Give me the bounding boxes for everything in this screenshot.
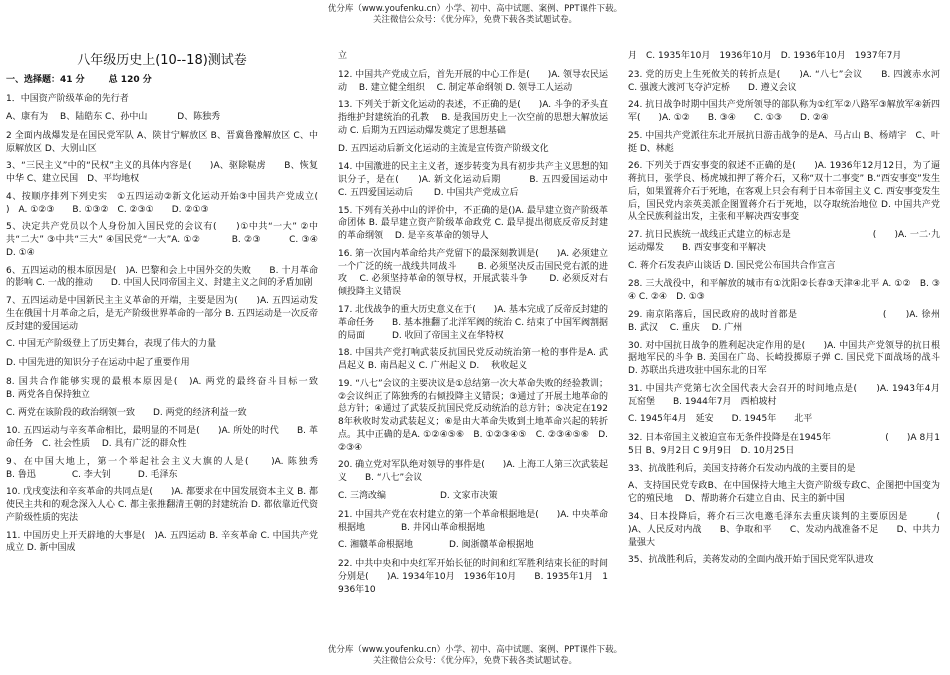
question-text: 8. 国共合作能够实现的最根本原因是( )A. 两党的最终奋斗目标一致 B. 两党各自保持独立	[6, 377, 318, 400]
question-text: 21. 中国共产党在农村建立的第一个革命根据地是( )A. 中央革命根据地 B. 井冈山革命根据地	[338, 509, 608, 533]
question-text: 1．中国资产阶级革命的先行者	[6, 94, 129, 105]
question-text: 32. 日本帝国主义被迫宣布无条件投降是在1945年 ( )A 8月15日 B、9月2日 C 9月9日 D. 10月25日	[628, 433, 940, 456]
question-text: 30. 对中国抗日战争的胜利起决定作用的是( )A. 中国共产党领导的抗日根据地军民的斗争 B. 美国在广岛、长崎投掷原子弹 C. 国民党下面战场的战斗 D. 苏联出兵进攻驻中国东北的日军	[628, 340, 940, 377]
question-list	[6, 93, 318, 555]
question-options: C. 湘赣革命根据地 D. 闽浙赣革命根据地	[338, 540, 534, 551]
question-text: 2 全面内战爆发是在国民党军队 A、陕甘宁解放区 B、晋冀鲁豫解放区 C、中原解放区 D、大别山区	[6, 130, 318, 154]
question-text: 4、按顺序排列下列史实 ①五四运动②新文化运动开始③中国共产党成立( ) A. ①②③ B. ①③② C. ②③① D. ②①③	[6, 191, 318, 215]
question-options: C. 蒋介石发表庐山谈话 D. 国民党公布国共合作宣言	[628, 260, 836, 271]
question-text: 11. 中国历史上开天辟地的大事是( )A. 五四运动 B. 辛亥革命 C. 中国共产党成立 D. 新中国成	[6, 530, 318, 554]
section-label: 一、选择题：41 分	[6, 75, 85, 86]
question-text: 35、抗战胜利后，美蒋发动的全面内战开始于国民党军队进攻	[628, 555, 874, 566]
header-line-2: 关注微信公众号：《优分库》，免费下载各类试题试卷。	[372, 15, 577, 26]
question-options: D. 中国先进的知识分子在运动中起了重要作用	[6, 358, 190, 369]
question-text: 26. 下列关于西安事变的叙述不正确的是( )A. 1936年12月12日，为了逼蒋抗日，张学良、杨虎城扣押了蒋介石，又称“双十二事变” B.“西安事变”发生后，如果置蒋介石于死地，在客观上只会有利于日本帝国主义 C. 西安事变发生后，国民党内亲英美派企图置蒋介石于死地，以夺取统治地位 D. 中国共产党从全民族利益出发，主张和平解决西安事变	[628, 161, 940, 223]
question-text: 9、在中国大地上，第一个举起社会主义大旗的人是( )A. 陈独秀 B. 鲁迅 C. 李大钊 D. 毛泽东	[6, 456, 318, 480]
question-text: 6、五四运动的根本原因是( )A. 巴黎和会上中国外交的失败 B. 十月革命的影响 C. 一战的推动 D. 中国人民同帝国主义、封建主义之间的矛盾加剧	[6, 265, 318, 289]
column-right	[628, 50, 940, 640]
question-text: 15. 下列有关孙中山的评价中，不正确的是()A. 最早建立资产阶级革命团体 B. 最早建立资产阶级革命政党 C. 最早提出彻底反帝反封建的革命纲领 D. 是辛亥革命的领导人	[338, 205, 608, 242]
question-options: C. 三湾改编 D. 文家市决策	[338, 490, 498, 501]
question-text: 7、五四运动是中国新民主主义革命的开端，主要是因为( )A. 五四运动发生在俄国十月革命之后，是无产阶级世界革命的一部分 B. 五四运动是一次反帝反封建的爱国运动	[6, 296, 318, 332]
question-text: 24. 抗日战争时期中国共产党所领导的部队称为①红军②八路军③解放军④新四军( )A. ①② B. ③④ C. ①③ D. ②④	[628, 100, 940, 124]
page-header	[0, 4, 950, 27]
question-options: C. 1945年4月 延安 D. 1945年 北平	[628, 414, 813, 425]
question-text: 14. 中国激进的民主主义者，逐步转变为具有初步共产主义思想的知识分子，是在( )A. 新文化运动后期 B. 五四爱国运动中 C. 五四爱国运动后 D. 中国共产党成立后	[338, 162, 608, 198]
question-text: 20. 确立党对军队绝对领导的事件是( )A. 上海工人第三次武装起义 B. “八七”会议	[338, 460, 608, 484]
column-left	[6, 50, 318, 640]
question-text: 10. 戊戌变法和辛亥革命的共同点是( )A. 都要求在中国发展资本主义 B. 都使民主共和的观念深入人心 C. 都主张推翻清王朝的封建统治 D. 都依靠近代资产阶级性质的宪法	[6, 487, 318, 523]
column-middle	[338, 50, 608, 640]
question-text: 22. 中共中央和中央红军开始长征的时间和红军胜利结束长征的时间分别是( )A. 1934年10月 1936年10月 B. 1935年1月 1936年10	[338, 559, 608, 595]
question-text: 33、抗战胜利后，美国支持蒋介石发动内战的主要目的是	[628, 463, 856, 474]
question-text: 34、日本投降后，蒋介石三次电邀毛泽东去重庆谈判的主要原因是 ( )A、人民反对内战 B、争取和平 C、发动内战准备不足 D、中共力量强大	[628, 511, 940, 548]
question-options: 月 C. 1935年10月 1936年10月 D. 1936年10月 1937年7月	[628, 51, 902, 61]
question-text: 25. 中国共产党派往东北开展抗日游击战争的是A、马占山 B、杨靖宇 C、叶挺 D、林彪	[628, 130, 940, 154]
page-footer	[0, 645, 950, 668]
question-text: 3、“三民主义”中的“民权”主义的具体内容是( )A、驱除鞑虏 B、恢复中华 C、建立民国 D、平均地权	[6, 161, 318, 185]
question-text: 10. 五四运动与辛亥革命相比，最明显的不同是( )A. 所处的时代 B. 革命任务 C. 社会性质 D. 具有广泛的群众性	[6, 426, 318, 450]
question-text: 5、决定共产党员以个人身份加入国民党的会议有( )①中共“一大” ②中共“二大” ③中共“三大” ④国民党“一大”A. ①② B. ②③ C. ③④ D. ①④	[6, 222, 318, 258]
header-line-1: 优分库（www.youfenku.cn）小学、初中、高中试题、案例、PPT课件下载。	[327, 4, 623, 14]
question-text: 17. 北伐战争的重大历史意义在于( )A. 基本完成了反帝反封建的革命任务 B. 基本推翻了北洋军阀的统治 C. 结束了中国军阀割据的局面 D. 收回了帝国主义在华特权	[338, 305, 608, 341]
question-text: A、支持国民党专政B、在中国保持大地主大资产阶级专政C、企图把中国变为它的殖民地 D、帮助蒋介石建立自由、民主的新中国	[628, 481, 940, 505]
footer-line-2: 关注微信公众号：《优分库》，免费下载各类试题试卷。	[372, 656, 577, 667]
question-text: 13. 下列关于新文化运动的表述，不正确的是( )A. 斗争的矛头直指维护封建统治的孔教 B. 是我国历史上一次空前的思想大解放运动 C. 后期为五四运动爆发奠定了思想基础	[338, 100, 608, 136]
question-list	[628, 50, 940, 567]
question-text: 18. 中国共产党打响武装反抗国民党反动统治第一枪的事件是A. 武昌起义 B. 南昌起义 C. 广州起义 D. 秋收起义	[338, 348, 608, 372]
question-text: 16. 第一次国内革命给共产党留下的最深刻教训是( )A. 必须建立一个广泛的统一战线共同战斗 B. 必须坚决反击国民党右派的进攻 C. 必须坚持革命的领导权，开展武装斗争 D. 必须反对右倾投降主义错误	[338, 248, 608, 298]
question-text: 31. 中国共产党第七次全国代表大会召开的时间地点是( )A. 1943年4月 瓦窑堡 B. 1944年7月 西柏坡村	[628, 383, 940, 407]
question-options: A、康有为 B、陆皓东 C、孙中山 D、陈独秀	[6, 111, 221, 122]
question-text: 27. 抗日民族统一战线正式建立的标志是 ( )A. 一二·九运动爆发 B. 西安事变和平解决	[628, 230, 940, 253]
question-options: D. 五四运动后新文化运动的主流是宣传资产阶级文化	[338, 143, 549, 154]
question-text: 19. “八七”会议的主要决议是①总结第一次大革命失败的经验教训；②会议纠正了陈独秀的右倾投降主义错误；③通过了开展土地革命的总方针；④通过了武装反抗国民党反动统治的总方针；⑤决定在1928年秋收时发动武装起义；⑥是由大革命失败到土地革命兴起的转折点。其中正确的是A. ①②④⑤⑥ B. ①②③④⑤ C. ②③④⑤⑥ D. ②③④	[338, 378, 608, 453]
exam-title: 八年级历史上(10--18)测试卷	[77, 53, 247, 68]
question-options: C. 两党在该阶段的政治纲领一致 D. 两党的经济利益一致	[6, 407, 247, 418]
question-list	[338, 50, 608, 596]
question-options: C. 中国无产阶级登上了历史舞台，表现了伟大的力量	[6, 339, 217, 350]
question-text: 28. 三大战役中，和平解放的城市有①沈阳②长春③天津④北平 A. ①② B. ③④ C. ②④ D. ①③	[628, 279, 940, 303]
section-total: 总 120 分	[108, 75, 152, 86]
question-options: 立	[338, 51, 348, 61]
footer-line-1: 优分库（www.youfenku.cn）小学、初中、高中试题、案例、PPT课件下载。	[327, 645, 623, 655]
section-heading	[6, 74, 318, 87]
question-text: 12. 中国共产党成立后，首先开展的中心工作是( )A. 领导农民运动 B. 建立健全组织 C. 制定革命纲领 D. 领导工人运动	[338, 69, 608, 93]
question-text: 29. 南京陷落后，国民政府的战时首都是 ( )A. 徐州 B. 武汉 C. 重庆 D. 广州	[628, 310, 940, 333]
question-text: 23. 党的历史上生死攸关的转折点是( )A. “八七”会议 B. 四渡赤水河 C. 强渡大渡河飞夺泸定桥 D. 遵义会议	[628, 69, 940, 93]
